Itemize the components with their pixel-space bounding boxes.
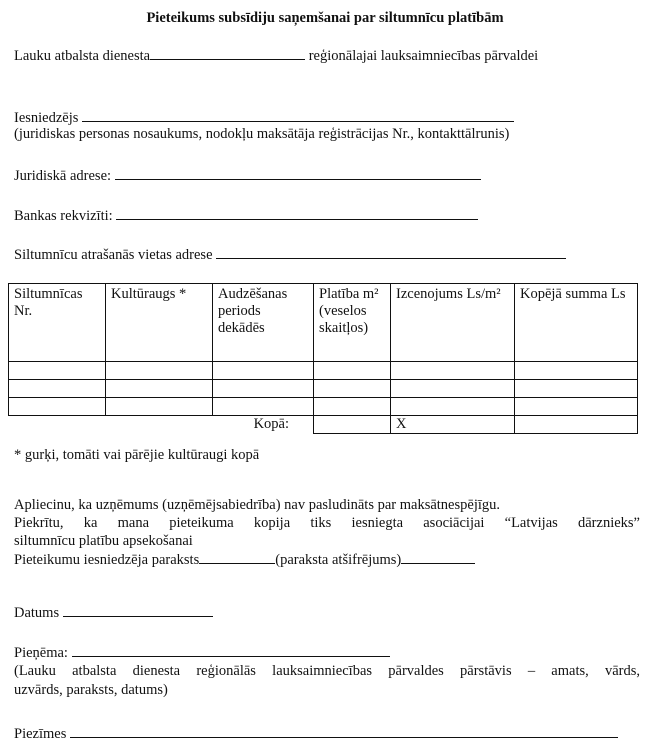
signature-field[interactable] — [199, 550, 275, 564]
notes-field[interactable] — [70, 724, 618, 738]
accepted-line — [14, 643, 390, 662]
accepted-label: Pieņēma: — [14, 645, 68, 661]
col-header: Izcenojums Ls/m² — [391, 284, 515, 362]
signature-decode-label: (paraksta atšifrējums) — [275, 552, 402, 568]
total-area-cell[interactable] — [314, 416, 391, 434]
cell[interactable] — [314, 380, 391, 398]
cell[interactable] — [213, 380, 314, 398]
signature-label: Pieteikumu iesniedzēja paraksts — [14, 552, 200, 568]
date-field[interactable] — [63, 603, 213, 617]
cell[interactable] — [213, 362, 314, 380]
accepted-hint-1: (Lauku atbalsta dienesta reģionālās lauksaimniecības pārvaldes pārstāvis – amats, vārds, — [14, 663, 640, 679]
legal-address-label: Juridiskā adrese: — [14, 168, 112, 184]
service-field[interactable] — [150, 46, 305, 60]
table-row — [9, 362, 638, 380]
service-line — [14, 46, 538, 65]
cell[interactable] — [314, 362, 391, 380]
legal-address-field[interactable] — [115, 166, 481, 180]
applicant-hint: (juridiskas personas nosaukums, nodokļu maksātāja reģistrācijas Nr., kontakttālrunis) — [14, 126, 510, 142]
notes-line — [14, 724, 618, 743]
table-header-row — [9, 284, 638, 362]
bank-line — [14, 206, 478, 225]
cell[interactable] — [391, 362, 515, 380]
legal-address-line — [14, 166, 481, 185]
page-title: Pieteikums subsīdiju saņemšanai par siltumnīcu platībām — [146, 10, 504, 26]
location-label: Siltumnīcu atrašanās vietas adrese — [14, 247, 213, 263]
service-label: Lauku atbalsta dienesta — [14, 48, 151, 64]
signature-line — [14, 550, 475, 569]
total-label: Kopā: — [253, 416, 289, 432]
signature-decode-field[interactable] — [401, 550, 475, 564]
declaration: Apliecinu, ka uzņēmums (uzņēmējsabiedrība) nav pasludināts par maksātnespējīgu. — [14, 497, 501, 513]
col-header: Audzēšanas periods dekādēs — [213, 284, 314, 362]
bank-label: Bankas rekvizīti: — [14, 208, 113, 224]
notes-label: Piezīmes — [14, 726, 67, 742]
footnote: * gurķi, tomāti vai pārējie kultūraugi kopā — [14, 447, 260, 463]
cell[interactable] — [106, 362, 213, 380]
accepted-field[interactable] — [72, 643, 390, 657]
consent-line-1: Piekrītu, ka mana pieteikuma kopija tiks iesniegta asociācijai “Latvijas dārznieks” — [14, 515, 640, 531]
col-header: Siltumnīcas Nr. — [9, 284, 106, 362]
col-header: Platība m² (veselos skaitļos) — [314, 284, 391, 362]
col-header: Kopējā summa Ls — [515, 284, 638, 362]
consent-line-2: siltumnīcu platību apsekošanai — [14, 533, 193, 549]
total-sum-cell[interactable] — [515, 416, 638, 434]
location-field[interactable] — [216, 245, 566, 259]
applicant-label: Iesniedzējs — [14, 110, 79, 126]
cell[interactable] — [9, 362, 106, 380]
total-row — [9, 416, 638, 434]
total-price-cell: X — [391, 416, 515, 434]
applicant-field[interactable] — [82, 108, 514, 122]
cell[interactable] — [9, 380, 106, 398]
cell[interactable] — [515, 380, 638, 398]
cell[interactable] — [391, 398, 515, 416]
table-row — [9, 398, 638, 416]
bank-field[interactable] — [116, 206, 478, 220]
location-line — [14, 245, 566, 264]
cell[interactable] — [106, 398, 213, 416]
table-row — [9, 380, 638, 398]
cell[interactable] — [106, 380, 213, 398]
col-header: Kultūraugs * — [106, 284, 213, 362]
cell[interactable] — [515, 362, 638, 380]
cell[interactable] — [314, 398, 391, 416]
cell[interactable] — [515, 398, 638, 416]
cell[interactable] — [391, 380, 515, 398]
service-label-after: reģionālajai lauksaimniecības pārvaldei — [308, 48, 539, 64]
accepted-hint-2: uzvārds, paraksts, datums) — [14, 682, 168, 698]
date-line — [14, 603, 213, 622]
cell[interactable] — [213, 398, 314, 416]
greenhouse-table — [8, 283, 638, 434]
date-label: Datums — [14, 605, 60, 621]
cell[interactable] — [9, 398, 106, 416]
